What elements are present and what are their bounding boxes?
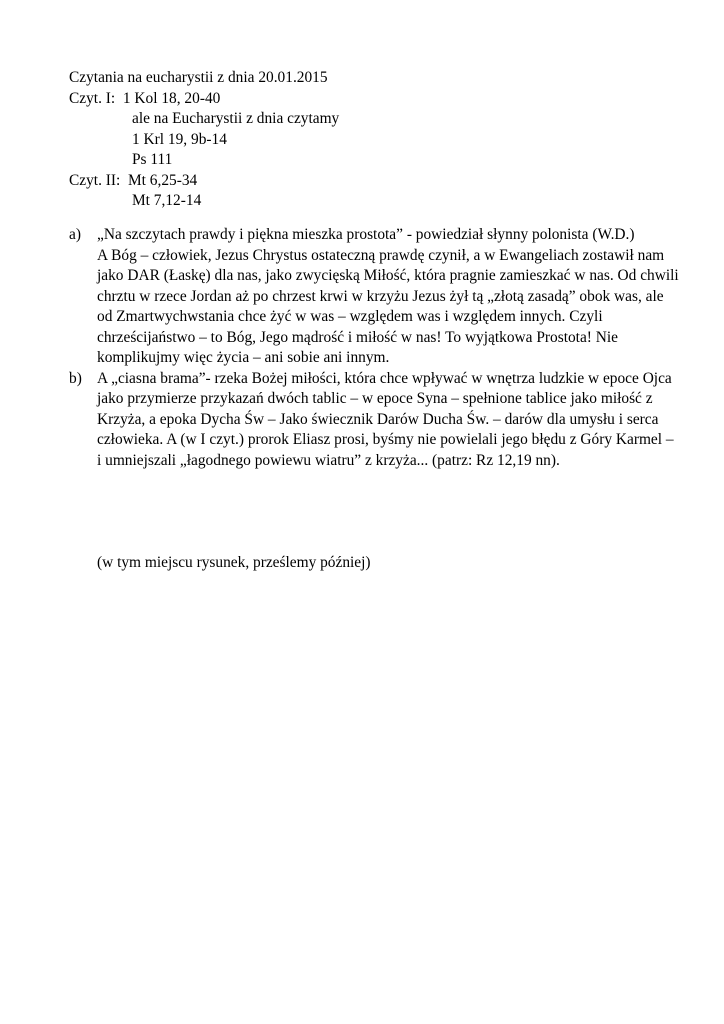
list-item-b: [69, 369, 679, 472]
body-paragraph: A Bóg – człowiek, Jezus Chrystus ostateczną prawdę czynił, a w Ewangeliach zostawił nam jako DAR (Łaskę) dla nas, jako zwycięską Miłość, która pragnie zamieszkać w nas. Od chwili chrztu w rzece Jordan aż po chrzest krwi w krzyżu Jezus żył tą „złotą zasadą” obok was, ale od Zmartwychwstania chce żyć w was – względem was i względem innych. Czyli chrześcijaństwo – to Bóg, Jego mądrość i miłość w nas! To wyjątkowa Prostota! Nie komplikujmy więc życia – ani sobie ani innym.: [97, 246, 679, 366]
drawing-note: (w tym miejscu rysunek, prześlemy później): [97, 554, 371, 572]
list-item-a: [69, 225, 679, 369]
reading1-ref2: Ps 111: [132, 151, 173, 168]
reading1-ref1: 1 Krl 19, 9b-14: [132, 130, 227, 148]
list-marker: b): [69, 369, 82, 387]
reading1-label: Czyt. I: 1 Kol 18, 20-40: [69, 89, 221, 107]
list-marker: a): [69, 226, 81, 243]
list-item-body: [97, 369, 679, 472]
body-paragraph: A „ciasna brama”- rzeka Bożej miłości, która chce wpływać w wnętrza ludzkie w epoce Ojca jako przymierze przykazań dwóch tablic – w epoce Syna – spełnione tablice jako miłość z Krzyża, a epoka Dycha Św – Jako świecznik Darów Ducha Św. – darów dla umysłu i serca człowieka. A (w I czyt.) prorok Eliasz prosi, byśmy nie powielali jego błędu z Góry Karmel – i umniejszali „łagodnego powiewu wiatru” z krzyża... (patrz: Rz 12,19 nn).: [97, 369, 674, 469]
readings-header: [69, 68, 669, 212]
reading2-ref: Mt 7,12-14: [132, 192, 202, 209]
document-title: Czytania na eucharystii z dnia 20.01.2015: [69, 69, 328, 86]
reflection-list: [69, 225, 679, 471]
reading2-label: Czyt. II: Mt 6,25-34: [69, 171, 198, 189]
reading1-note: ale na Eucharystii z dnia czytamy: [132, 110, 340, 127]
quote-paragraph: „Na szczytach prawdy i piękna mieszka prostota” - powiedział słynny polonista (W.D.): [97, 226, 635, 243]
list-item-body: [97, 225, 679, 369]
